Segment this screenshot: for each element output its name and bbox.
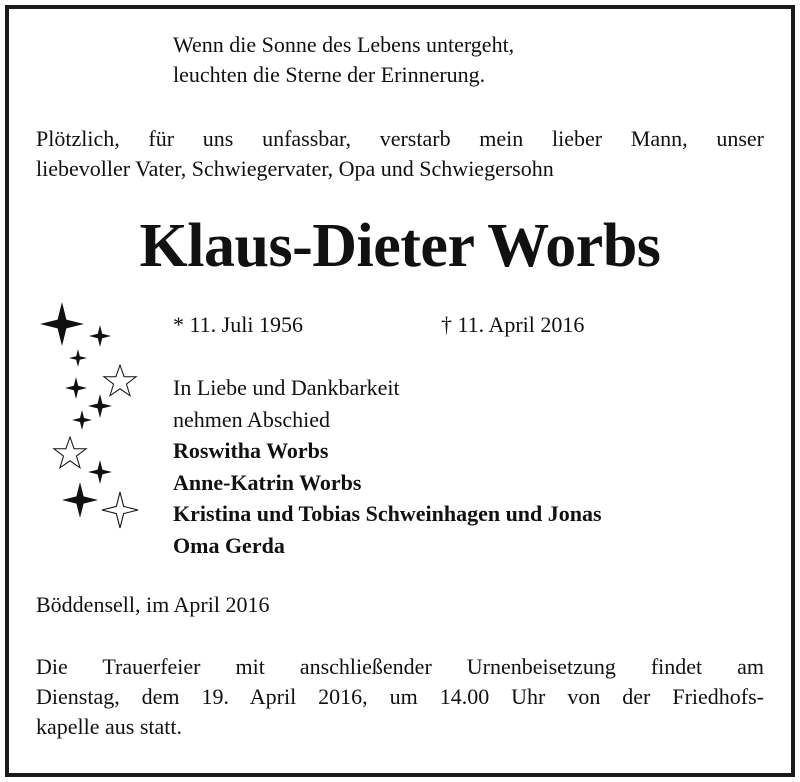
ceremony-line: kapelle aus statt. <box>36 714 183 739</box>
mourners-line: In Liebe und Dankbarkeit <box>173 375 400 400</box>
star-icon <box>89 325 111 347</box>
ceremony-line: Die Trauerfeier mit anschließender Urnenbeisetzung findet am <box>36 654 764 679</box>
motto-line: leuchten die Sterne der Erinnerung. <box>173 62 486 87</box>
motto-line: Wenn die Sonne des Lebens untergeht, <box>173 32 515 57</box>
star-icon <box>40 302 84 346</box>
star-icon <box>104 365 136 396</box>
star-icon <box>54 437 86 468</box>
deceased-name: Klaus-Dieter Worbs <box>139 212 661 280</box>
death-date: † 11. April 2016 <box>441 312 585 337</box>
star-icon <box>72 410 92 430</box>
stars-icon <box>30 296 150 536</box>
star-icon <box>65 377 87 399</box>
motto <box>173 30 514 90</box>
star-icon <box>88 460 112 484</box>
intro-line: liebevoller Vater, Schwiegervater, Opa und Schwiegersohn <box>36 156 554 181</box>
mourner-name: Oma Gerda <box>173 532 285 558</box>
mourner-name: Anne-Katrin Worbs <box>173 469 362 495</box>
mourner-name: Roswitha Worbs <box>173 438 329 463</box>
intro-text <box>36 124 764 184</box>
star-icon <box>102 492 138 528</box>
ceremony-line: Dienstag, dem 19. April 2016, um 14.00 Uhr von der Friedhofs- <box>36 684 764 709</box>
star-icon <box>69 349 87 367</box>
ceremony-info <box>36 652 764 742</box>
intro-line: Plötzlich, für uns unfassbar, verstarb mein lieber Mann, unser <box>36 126 764 151</box>
star-icon <box>88 394 112 418</box>
mourner-name: Kristina und Tobias Schweinhagen und Jonas <box>173 501 602 526</box>
place-date: Böddensell, im April 2016 <box>36 592 270 617</box>
mourners <box>173 372 602 561</box>
birth-date: * 11. Juli 1956 <box>173 312 303 337</box>
mourners-line: nehmen Abschied <box>173 406 331 432</box>
star-icon <box>62 482 98 518</box>
